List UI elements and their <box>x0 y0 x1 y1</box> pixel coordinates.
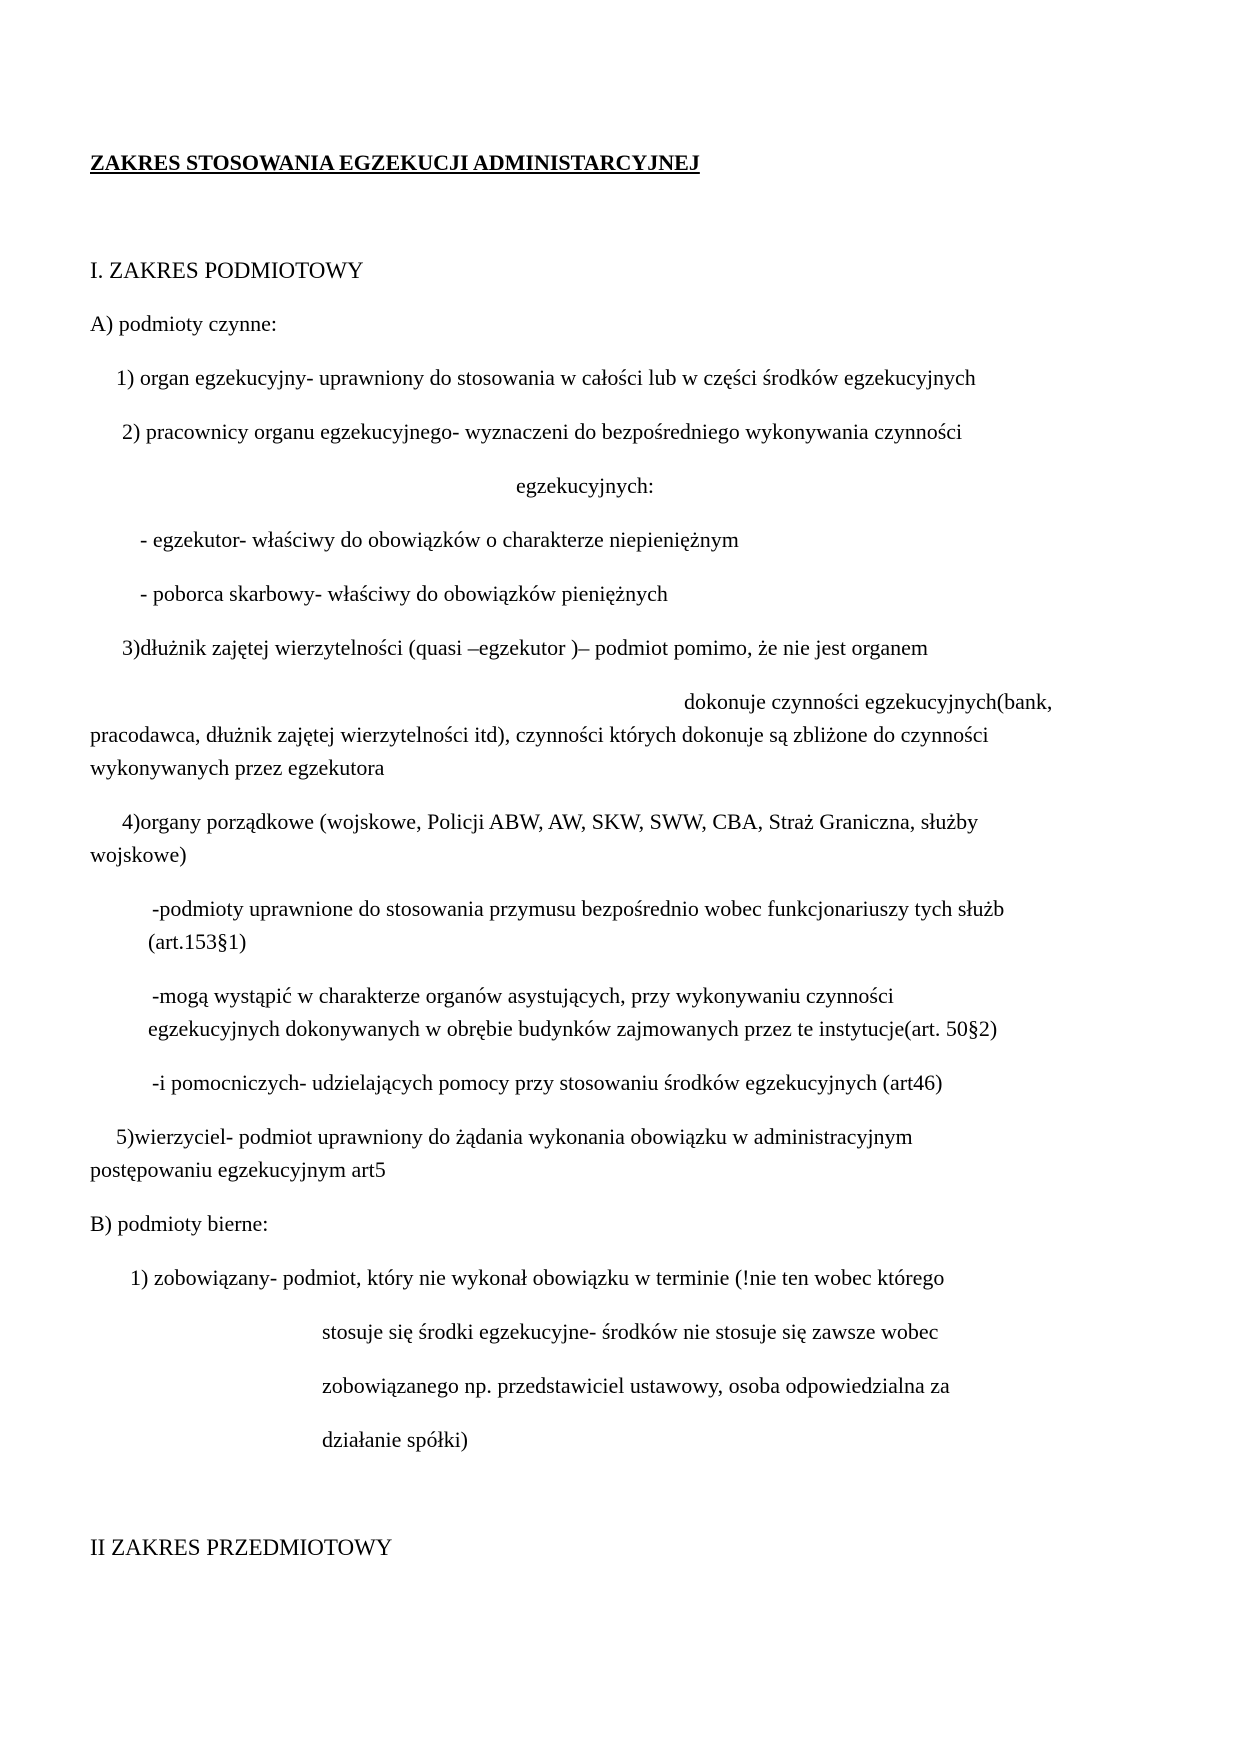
section-1-heading: I. ZAKRES PODMIOTOWY <box>90 258 364 283</box>
document-title: ZAKRES STOSOWANIA EGZEKUCJI ADMINISTARCYJNEJ <box>90 150 700 175</box>
list-item-3-line-2: dokonuje czynności egzekucyjnych(bank, <box>684 689 1053 714</box>
list-subitem-tax-collector: - poborca skarbowy- właściwy do obowiązków pieniężnych <box>140 581 668 606</box>
list-item-5-line-2: postępowaniu egzekucyjnym art5 <box>90 1157 386 1182</box>
list-item-3-line-4: wykonywanych przez egzekutora <box>90 755 385 780</box>
list-item-5-line-1: 5)wierzyciel- podmiot uprawniony do żądania wykonania obowiązku w administracyjnym <box>116 1124 913 1149</box>
list-item-4-line-1: 4)organy porządkowe (wojskowe, Policji ABW, AW, SKW, SWW, CBA, Straż Graniczna, służby <box>122 809 979 834</box>
list-item-4-line-2: wojskowe) <box>90 842 187 867</box>
list-item-4-sub-1-line-2: (art.153§1) <box>148 929 247 954</box>
list-item-2-line-1: 2) pracownicy organu egzekucyjnego- wyznaczeni do bezpośredniego wykonywania czynności <box>122 419 963 444</box>
list-item-4-sub-2-line-1: -mogą wystąpić w charakterze organów asystujących, przy wykonywaniu czynności <box>152 983 894 1008</box>
list-item-4-sub-1-line-1: -podmioty uprawnione do stosowania przymusu bezpośrednio wobec funkcjonariuszy tych służb <box>152 896 1005 921</box>
passive-item-1-line-3: zobowiązanego np. przedstawiciel ustawowy, osoba odpowiedzialna za <box>322 1373 950 1398</box>
list-item-1: 1) organ egzekucyjny- uprawniony do stosowania w całości lub w części środków egzekucyjnych <box>116 365 976 390</box>
passive-item-1-line-4: działanie spółki) <box>322 1427 469 1452</box>
section-2-heading: II ZAKRES PRZEDMIOTOWY <box>90 1535 393 1560</box>
passive-subjects-heading: B) podmioty bierne: <box>90 1211 269 1236</box>
passive-item-1-line-1: 1) zobowiązany- podmiot, który nie wykonał obowiązku w terminie (!nie ten wobec którego <box>130 1265 945 1290</box>
list-item-3-line-3: pracodawca, dłużnik zajętej wierzytelności itd), czynności których dokonuje są zbliżone do czynności <box>90 722 989 747</box>
list-item-3-line-1: 3)dłużnik zajętej wierzytelności (quasi –egzekutor )– podmiot pomimo, że nie jest organem <box>122 635 929 660</box>
list-item-4-sub-2-line-2: egzekucyjnych dokonywanych w obrębie budynków zajmowanych przez te instytucje(art. 50§2) <box>148 1016 998 1041</box>
list-subitem-executor: - egzekutor- właściwy do obowiązków o charakterze niepieniężnym <box>140 527 739 552</box>
active-subjects-heading: A) podmioty czynne: <box>90 311 277 336</box>
passive-item-1-line-2: stosuje się środki egzekucyjne- środków nie stosuje się zawsze wobec <box>322 1319 939 1344</box>
list-item-4-sub-3: -i pomocniczych- udzielających pomocy przy stosowaniu środków egzekucyjnych (art46) <box>152 1070 943 1095</box>
list-item-2-line-2: egzekucyjnych: <box>516 473 655 498</box>
